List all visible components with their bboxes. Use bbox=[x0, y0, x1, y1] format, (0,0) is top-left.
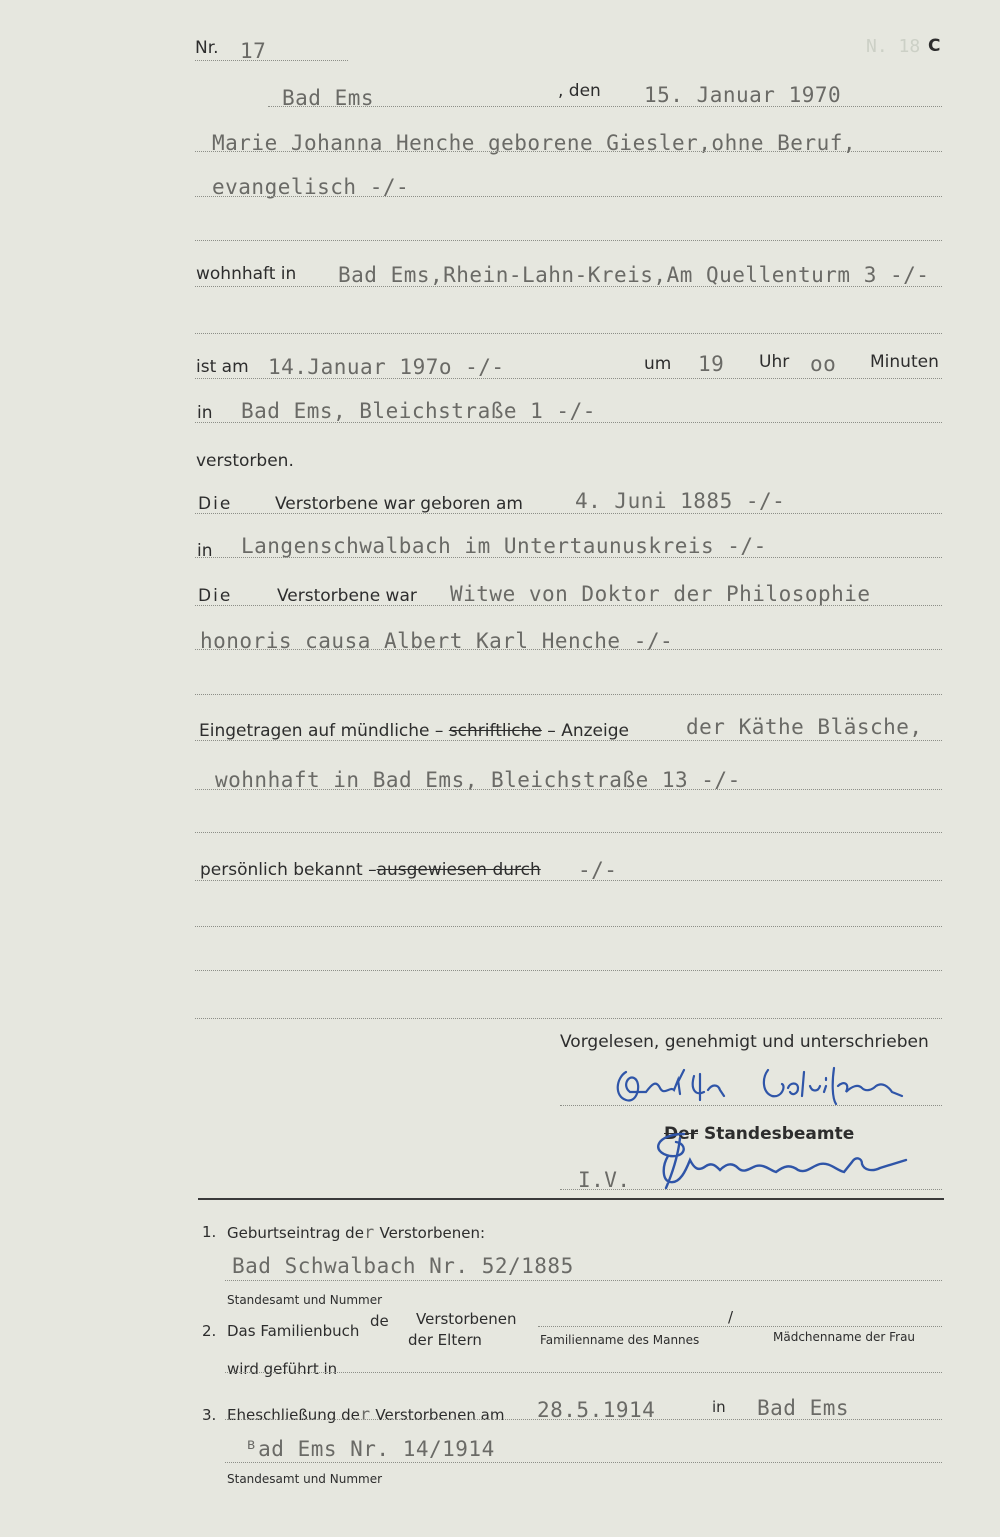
registrar-signature bbox=[640, 1130, 920, 1194]
rule bbox=[195, 333, 942, 334]
read-approved-signed-label: Vorgelesen, genehmigt und unterschrieben bbox=[560, 1032, 929, 1052]
marriage-place: Bad Ems bbox=[757, 1396, 850, 1420]
nr-label: Nr. bbox=[195, 38, 219, 58]
item2-number: 2. bbox=[202, 1322, 217, 1340]
registrar-struck-article: Der bbox=[664, 1124, 699, 1144]
item2-option-deceased: Verstorbenen bbox=[416, 1310, 517, 1328]
item2-label: Das Familienbuch bbox=[227, 1322, 360, 1340]
um-label: um bbox=[644, 354, 672, 374]
rule bbox=[195, 832, 942, 833]
item3-label-a: Eheschließung de bbox=[227, 1406, 360, 1424]
registration-label-a: Eingetragen auf mündliche – bbox=[199, 721, 444, 741]
birth-in-label: in bbox=[197, 541, 213, 561]
informant-name: der Käthe Bläsche, bbox=[686, 715, 923, 739]
rule bbox=[195, 422, 942, 423]
rule bbox=[195, 694, 942, 695]
rule bbox=[195, 286, 942, 287]
marriage-date: 28.5.1914 bbox=[537, 1398, 656, 1422]
rule bbox=[195, 649, 942, 650]
rule bbox=[195, 740, 942, 741]
birth-register-entry: Bad Schwalbach Nr. 52/1885 bbox=[232, 1254, 574, 1278]
death-date-label: ist am bbox=[196, 357, 249, 377]
identity-value: -/- bbox=[578, 858, 618, 882]
item1-number: 1. bbox=[202, 1223, 217, 1241]
rule bbox=[268, 106, 942, 107]
rule bbox=[195, 240, 942, 241]
rule bbox=[195, 513, 942, 514]
identity-label-a: persönlich bekannt – bbox=[200, 860, 377, 880]
birth-label: Verstorbene war geboren am bbox=[275, 494, 523, 514]
registration-date: 15. Januar 1970 bbox=[644, 83, 842, 107]
marital-status-line: Witwe von Doktor der Philosophie bbox=[450, 582, 871, 606]
iv-label: I.V. bbox=[578, 1168, 631, 1192]
death-place: Bad Ems, Bleichstraße 1 -/- bbox=[241, 399, 596, 423]
item3-number: 3. bbox=[202, 1406, 217, 1424]
section-divider bbox=[198, 1198, 944, 1200]
item1-label-a: Geburtseintrag de bbox=[227, 1224, 364, 1242]
rule bbox=[225, 1462, 942, 1463]
ghost-record-number: N. 18 bbox=[866, 36, 921, 57]
verstorben-label: verstorben. bbox=[196, 451, 294, 471]
item3-in-label: in bbox=[712, 1398, 726, 1416]
item3-sublabel: Standesamt und Nummer bbox=[227, 1472, 383, 1486]
rule bbox=[195, 789, 942, 790]
birth-date: 4. Juni 1885 -/- bbox=[575, 489, 786, 513]
rule bbox=[560, 1189, 942, 1190]
rule bbox=[195, 557, 942, 558]
item2-de: de bbox=[370, 1312, 389, 1330]
death-place-in-label: in bbox=[197, 403, 213, 423]
deceased-name-line: Marie Johanna Henche geborene Giesler,ohne Beruf, bbox=[212, 131, 857, 155]
item1-typed-r: r bbox=[363, 1223, 375, 1243]
item2-label-b: wird geführt in bbox=[227, 1360, 338, 1378]
status-label: Verstorbene war bbox=[277, 586, 417, 606]
rule bbox=[560, 1105, 942, 1106]
rule bbox=[195, 1018, 942, 1019]
rule bbox=[195, 151, 942, 152]
item2-slash: / bbox=[728, 1308, 734, 1326]
birth-die-label: Die bbox=[198, 494, 233, 514]
registrar-label: Standesbeamte bbox=[703, 1124, 855, 1144]
identity-label bbox=[200, 862, 541, 879]
spouse-name-line: honoris causa Albert Karl Henche -/- bbox=[200, 629, 674, 653]
rule bbox=[195, 880, 942, 881]
rule bbox=[195, 970, 942, 971]
rule bbox=[195, 378, 942, 379]
birth-place: Langenschwalbach im Untertaunuskreis -/- bbox=[241, 534, 767, 558]
item3-label-b: Verstorbenen am bbox=[375, 1406, 505, 1424]
registration-struck-option: schriftliche bbox=[448, 721, 542, 741]
death-minutes: oo bbox=[810, 352, 837, 376]
item1-label bbox=[227, 1225, 485, 1242]
residence-label: wohnhaft in bbox=[196, 264, 297, 284]
death-date: 14.Januar 197o -/- bbox=[268, 355, 505, 379]
rule bbox=[225, 1419, 942, 1420]
place-of-registration: Bad Ems bbox=[282, 86, 375, 110]
rule bbox=[195, 605, 942, 606]
item2-option-parents: der Eltern bbox=[408, 1331, 482, 1349]
nr-value: 17 bbox=[240, 39, 267, 63]
rule bbox=[195, 196, 942, 197]
identity-struck-option: ausgewiesen durch bbox=[376, 860, 541, 880]
registration-label-b: – Anzeige bbox=[547, 721, 629, 741]
uhr-label: Uhr bbox=[759, 352, 790, 372]
informant-address: wohnhaft in Bad Ems, Bleichstraße 13 -/- bbox=[215, 768, 741, 792]
wife-maiden-name-label: Mädchenname der Frau bbox=[773, 1330, 916, 1344]
item1-label-b: Verstorbenen: bbox=[379, 1224, 486, 1242]
registration-label bbox=[199, 723, 629, 740]
rule bbox=[538, 1326, 942, 1327]
den-label: , den bbox=[558, 81, 601, 101]
rule bbox=[225, 1280, 942, 1281]
minuten-label: Minuten bbox=[870, 352, 939, 372]
item1-sublabel: Standesamt und Nummer bbox=[227, 1293, 383, 1307]
deceased-religion-line: evangelisch -/- bbox=[212, 175, 410, 199]
rule bbox=[195, 60, 348, 61]
death-hour: 19 bbox=[698, 352, 725, 376]
status-die-label: Die bbox=[198, 586, 233, 606]
item3-typed-r: r bbox=[359, 1405, 371, 1425]
corner-letter: C bbox=[928, 36, 941, 56]
informant-signature bbox=[612, 1062, 912, 1108]
husband-surname-label: Familienname des Mannes bbox=[540, 1333, 700, 1347]
residence-value: Bad Ems,Rhein-Lahn-Kreis,Am Quellenturm 3 -/- bbox=[338, 263, 930, 287]
item3-label bbox=[227, 1407, 505, 1424]
rule bbox=[195, 926, 942, 927]
rule bbox=[225, 1372, 942, 1373]
marriage-register-entry: ᴮad Ems Nr. 14/1914 bbox=[245, 1437, 495, 1461]
